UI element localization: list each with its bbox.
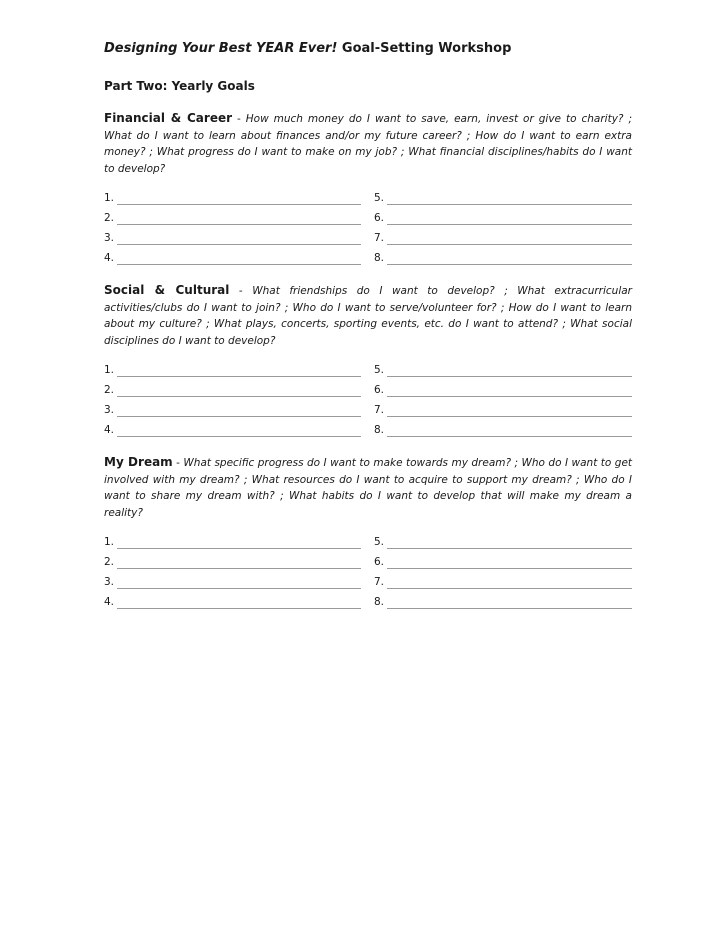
goal-line-3[interactable] [104,229,361,248]
section-my-dream [104,454,632,611]
goal-line-5[interactable] [374,361,632,380]
goal-number: 4. [104,252,115,264]
blank-line[interactable] [117,384,361,397]
goal-line-1[interactable] [104,533,361,552]
goal-number: 3. [104,404,115,416]
heading-separator: - [229,285,253,297]
goal-number: 1. [104,192,115,204]
goal-line-2[interactable] [104,553,361,572]
section-heading: My Dream [104,455,173,469]
goal-number: 2. [104,384,115,396]
goal-lines [104,533,632,611]
goal-number: 7. [374,232,385,244]
goal-number: 4. [104,596,115,608]
blank-line[interactable] [387,384,632,397]
blank-line[interactable] [387,212,632,225]
goal-number: 8. [374,252,385,264]
blank-line[interactable] [117,252,361,265]
blank-line[interactable] [387,536,632,549]
blank-line[interactable] [387,232,632,245]
goal-number: 6. [374,556,385,568]
heading-separator: - [232,113,246,125]
goal-line-6[interactable] [374,209,632,228]
goal-number: 5. [374,536,385,548]
goal-line-1[interactable] [104,361,361,380]
section-questions: What specific progress do I want to make towards my dream? ; Who do I want to get involved with my dream? ; What resources do I want to acquire to support my dream? ; Who do I want to share my dream with? ; What habits do I want to develop that will make my dream a reality? [104,457,633,519]
goal-line-2[interactable] [104,381,361,400]
blank-line[interactable] [387,596,632,609]
section-heading: Financial & Career [104,111,233,125]
blank-line[interactable] [387,192,632,205]
goal-number: 2. [104,556,115,568]
goal-number: 1. [104,364,115,376]
goal-line-3[interactable] [104,401,361,420]
blank-line[interactable] [387,364,632,377]
goal-line-8[interactable] [374,421,632,440]
part-heading: Part Two: Yearly Goals [104,79,255,93]
goal-line-7[interactable] [374,229,632,248]
document-title [104,40,632,58]
blank-line[interactable] [387,424,632,437]
section-description [104,454,632,521]
goal-line-4[interactable] [104,249,361,268]
heading-separator: - [172,457,184,469]
blank-line[interactable] [117,556,361,569]
goal-number: 3. [104,576,115,588]
goal-line-1[interactable] [104,189,361,208]
worksheet-page [104,40,632,611]
goal-number: 5. [374,364,385,376]
section-questions: How much money do I want to save, earn, invest or give to charity? ; What do I want to learn about finances and/or my future career? ; How do I want to earn extra money? ; What progress do I want to make on my job? ; What financial disciplines/habits do I want to develop? [104,113,632,175]
goal-line-4[interactable] [104,421,361,440]
blank-line[interactable] [387,252,632,265]
goal-number: 8. [374,424,385,436]
goal-number: 5. [374,192,385,204]
section-description [104,110,632,177]
blank-line[interactable] [387,556,632,569]
section-heading: Social & Cultural [104,283,230,297]
blank-line[interactable] [117,596,361,609]
goal-line-3[interactable] [104,573,361,592]
section-questions: What friendships do I want to develop? ; What extracurricular activities/clubs do I want to join? ; Who do I want to serve/volunteer for? ; How do I want to learn about my culture? ; What plays, concerts, sporting events, etc. do I want to attend? ; What social disciplines do I want to develop? [104,285,632,347]
goal-line-5[interactable] [374,533,632,552]
blank-line[interactable] [117,232,361,245]
blank-line[interactable] [117,364,361,377]
goal-number: 4. [104,424,115,436]
goal-lines [104,361,632,439]
goal-number: 2. [104,212,115,224]
goal-number: 1. [104,536,115,548]
goal-line-6[interactable] [374,381,632,400]
goal-number: 3. [104,232,115,244]
goal-line-6[interactable] [374,553,632,572]
blank-line[interactable] [387,404,632,417]
goal-line-7[interactable] [374,401,632,420]
goal-number: 7. [374,576,385,588]
blank-line[interactable] [117,576,361,589]
blank-line[interactable] [387,576,632,589]
goal-line-8[interactable] [374,593,632,612]
section-financial-career [104,110,632,267]
goal-number: 6. [374,384,385,396]
goal-line-8[interactable] [374,249,632,268]
blank-line[interactable] [117,192,361,205]
goal-number: 8. [374,596,385,608]
goal-line-5[interactable] [374,189,632,208]
goal-line-2[interactable] [104,209,361,228]
blank-line[interactable] [117,536,361,549]
blank-line[interactable] [117,212,361,225]
blank-line[interactable] [117,404,361,417]
goal-number: 7. [374,404,385,416]
goal-lines [104,189,632,267]
goal-line-4[interactable] [104,593,361,612]
section-description [104,282,632,349]
blank-line[interactable] [117,424,361,437]
goal-number: 6. [374,212,385,224]
section-social-cultural [104,282,632,439]
goal-line-7[interactable] [374,573,632,592]
title-rest: Goal-Setting Workshop [337,41,512,56]
title-emphasis: Designing Your Best YEAR Ever! [104,41,338,56]
